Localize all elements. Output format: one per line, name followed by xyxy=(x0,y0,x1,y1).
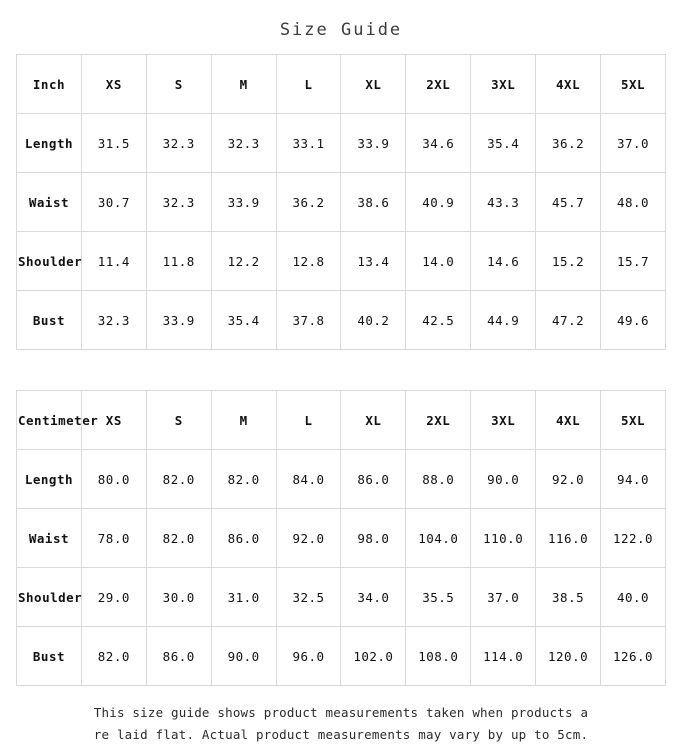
cell-inch-bust-5xl: 49.6 xyxy=(601,291,666,350)
row-label-waist: Waist xyxy=(17,509,82,568)
size-header-s: S xyxy=(146,391,211,450)
cell-inch-bust-xs: 32.3 xyxy=(81,291,146,350)
size-header-5xl: 5XL xyxy=(601,55,666,114)
cell-cm-shoulder-l: 32.5 xyxy=(276,568,341,627)
cell-cm-waist-xs: 78.0 xyxy=(81,509,146,568)
table-divider xyxy=(0,350,682,390)
size-header-xl: XL xyxy=(341,55,406,114)
cell-inch-shoulder-5xl: 15.7 xyxy=(601,232,666,291)
cell-cm-waist-l: 92.0 xyxy=(276,509,341,568)
table-row xyxy=(17,450,666,509)
centimeter-table-wrapper xyxy=(0,390,682,686)
cell-cm-waist-4xl: 116.0 xyxy=(536,509,601,568)
row-label-waist: Waist xyxy=(17,173,82,232)
cell-inch-waist-4xl: 45.7 xyxy=(536,173,601,232)
cell-inch-length-2xl: 34.6 xyxy=(406,114,471,173)
cell-cm-length-5xl: 94.0 xyxy=(601,450,666,509)
cell-inch-length-xs: 31.5 xyxy=(81,114,146,173)
cell-inch-length-5xl: 37.0 xyxy=(601,114,666,173)
cell-cm-length-2xl: 88.0 xyxy=(406,450,471,509)
cell-cm-length-s: 82.0 xyxy=(146,450,211,509)
cell-inch-waist-l: 36.2 xyxy=(276,173,341,232)
cell-cm-shoulder-xl: 34.0 xyxy=(341,568,406,627)
cell-inch-bust-xl: 40.2 xyxy=(341,291,406,350)
cell-cm-length-4xl: 92.0 xyxy=(536,450,601,509)
inch-size-table xyxy=(16,54,666,350)
note-line-2: re laid flat. Actual product measurements may vary by up to 5cm. xyxy=(93,727,589,742)
cell-cm-bust-s: 86.0 xyxy=(146,627,211,686)
cell-cm-bust-m: 90.0 xyxy=(211,627,276,686)
cell-inch-shoulder-xl: 13.4 xyxy=(341,232,406,291)
inch-table-wrapper xyxy=(0,54,682,350)
centimeter-size-table xyxy=(16,390,666,686)
cell-inch-shoulder-l: 12.8 xyxy=(276,232,341,291)
cell-inch-bust-3xl: 44.9 xyxy=(471,291,536,350)
cell-inch-length-s: 32.3 xyxy=(146,114,211,173)
cell-cm-shoulder-3xl: 37.0 xyxy=(471,568,536,627)
cell-cm-waist-3xl: 110.0 xyxy=(471,509,536,568)
cell-cm-shoulder-5xl: 40.0 xyxy=(601,568,666,627)
cell-inch-length-xl: 33.9 xyxy=(341,114,406,173)
table-header-row xyxy=(17,55,666,114)
row-label-length: Length xyxy=(17,114,82,173)
cell-inch-bust-l: 37.8 xyxy=(276,291,341,350)
size-header-m: M xyxy=(211,55,276,114)
cell-cm-length-l: 84.0 xyxy=(276,450,341,509)
cell-inch-shoulder-s: 11.8 xyxy=(146,232,211,291)
cell-inch-waist-5xl: 48.0 xyxy=(601,173,666,232)
cell-inch-shoulder-xs: 11.4 xyxy=(81,232,146,291)
size-header-s: S xyxy=(146,55,211,114)
unit-label-inch: Inch xyxy=(17,55,82,114)
cell-cm-waist-2xl: 104.0 xyxy=(406,509,471,568)
cell-inch-waist-m: 33.9 xyxy=(211,173,276,232)
cell-inch-shoulder-2xl: 14.0 xyxy=(406,232,471,291)
cell-inch-length-m: 32.3 xyxy=(211,114,276,173)
cell-cm-length-3xl: 90.0 xyxy=(471,450,536,509)
size-header-4xl: 4XL xyxy=(536,55,601,114)
cell-inch-length-l: 33.1 xyxy=(276,114,341,173)
size-header-2xl: 2XL xyxy=(406,391,471,450)
cell-cm-bust-4xl: 120.0 xyxy=(536,627,601,686)
cell-cm-bust-xs: 82.0 xyxy=(81,627,146,686)
size-header-xs: XS xyxy=(81,391,146,450)
cell-inch-shoulder-m: 12.2 xyxy=(211,232,276,291)
cell-inch-bust-4xl: 47.2 xyxy=(536,291,601,350)
size-header-l: L xyxy=(276,55,341,114)
cell-inch-waist-xs: 30.7 xyxy=(81,173,146,232)
cell-inch-bust-s: 33.9 xyxy=(146,291,211,350)
cell-inch-length-3xl: 35.4 xyxy=(471,114,536,173)
row-label-bust: Bust xyxy=(17,291,82,350)
size-guide-note xyxy=(0,686,682,746)
cell-cm-bust-2xl: 108.0 xyxy=(406,627,471,686)
cell-inch-shoulder-3xl: 14.6 xyxy=(471,232,536,291)
size-header-5xl: 5XL xyxy=(601,391,666,450)
cell-cm-shoulder-2xl: 35.5 xyxy=(406,568,471,627)
cell-inch-waist-s: 32.3 xyxy=(146,173,211,232)
cell-inch-bust-m: 35.4 xyxy=(211,291,276,350)
cell-cm-bust-3xl: 114.0 xyxy=(471,627,536,686)
cell-inch-bust-2xl: 42.5 xyxy=(406,291,471,350)
cell-inch-length-4xl: 36.2 xyxy=(536,114,601,173)
cell-cm-waist-5xl: 122.0 xyxy=(601,509,666,568)
cell-cm-bust-l: 96.0 xyxy=(276,627,341,686)
cell-cm-shoulder-m: 31.0 xyxy=(211,568,276,627)
cell-cm-shoulder-4xl: 38.5 xyxy=(536,568,601,627)
size-header-xl: XL xyxy=(341,391,406,450)
cell-cm-bust-5xl: 126.0 xyxy=(601,627,666,686)
table-row xyxy=(17,627,666,686)
cell-cm-length-xl: 86.0 xyxy=(341,450,406,509)
row-label-bust: Bust xyxy=(17,627,82,686)
size-header-l: L xyxy=(276,391,341,450)
cell-inch-waist-2xl: 40.9 xyxy=(406,173,471,232)
table-row xyxy=(17,568,666,627)
cell-inch-waist-3xl: 43.3 xyxy=(471,173,536,232)
table-header-row xyxy=(17,391,666,450)
cell-cm-bust-xl: 102.0 xyxy=(341,627,406,686)
cell-cm-waist-m: 86.0 xyxy=(211,509,276,568)
cell-cm-waist-s: 82.0 xyxy=(146,509,211,568)
row-label-shoulder: Shoulder xyxy=(17,232,82,291)
table-row xyxy=(17,291,666,350)
note-line-1: This size guide shows product measurements taken when products a xyxy=(93,705,589,720)
cell-cm-length-m: 82.0 xyxy=(211,450,276,509)
cell-cm-waist-xl: 98.0 xyxy=(341,509,406,568)
page-title: Size Guide xyxy=(279,20,403,40)
size-header-3xl: 3XL xyxy=(471,55,536,114)
table-row xyxy=(17,232,666,291)
cell-cm-shoulder-xs: 29.0 xyxy=(81,568,146,627)
cell-cm-shoulder-s: 30.0 xyxy=(146,568,211,627)
cell-cm-length-xs: 80.0 xyxy=(81,450,146,509)
table-row xyxy=(17,114,666,173)
table-row xyxy=(17,173,666,232)
size-header-2xl: 2XL xyxy=(406,55,471,114)
table-row xyxy=(17,509,666,568)
size-header-xs: XS xyxy=(81,55,146,114)
cell-inch-waist-xl: 38.6 xyxy=(341,173,406,232)
unit-label-centimeter: Centimeter xyxy=(17,391,82,450)
size-header-4xl: 4XL xyxy=(536,391,601,450)
size-header-m: M xyxy=(211,391,276,450)
row-label-length: Length xyxy=(17,450,82,509)
row-label-shoulder: Shoulder xyxy=(17,568,82,627)
size-header-3xl: 3XL xyxy=(471,391,536,450)
cell-inch-shoulder-4xl: 15.2 xyxy=(536,232,601,291)
